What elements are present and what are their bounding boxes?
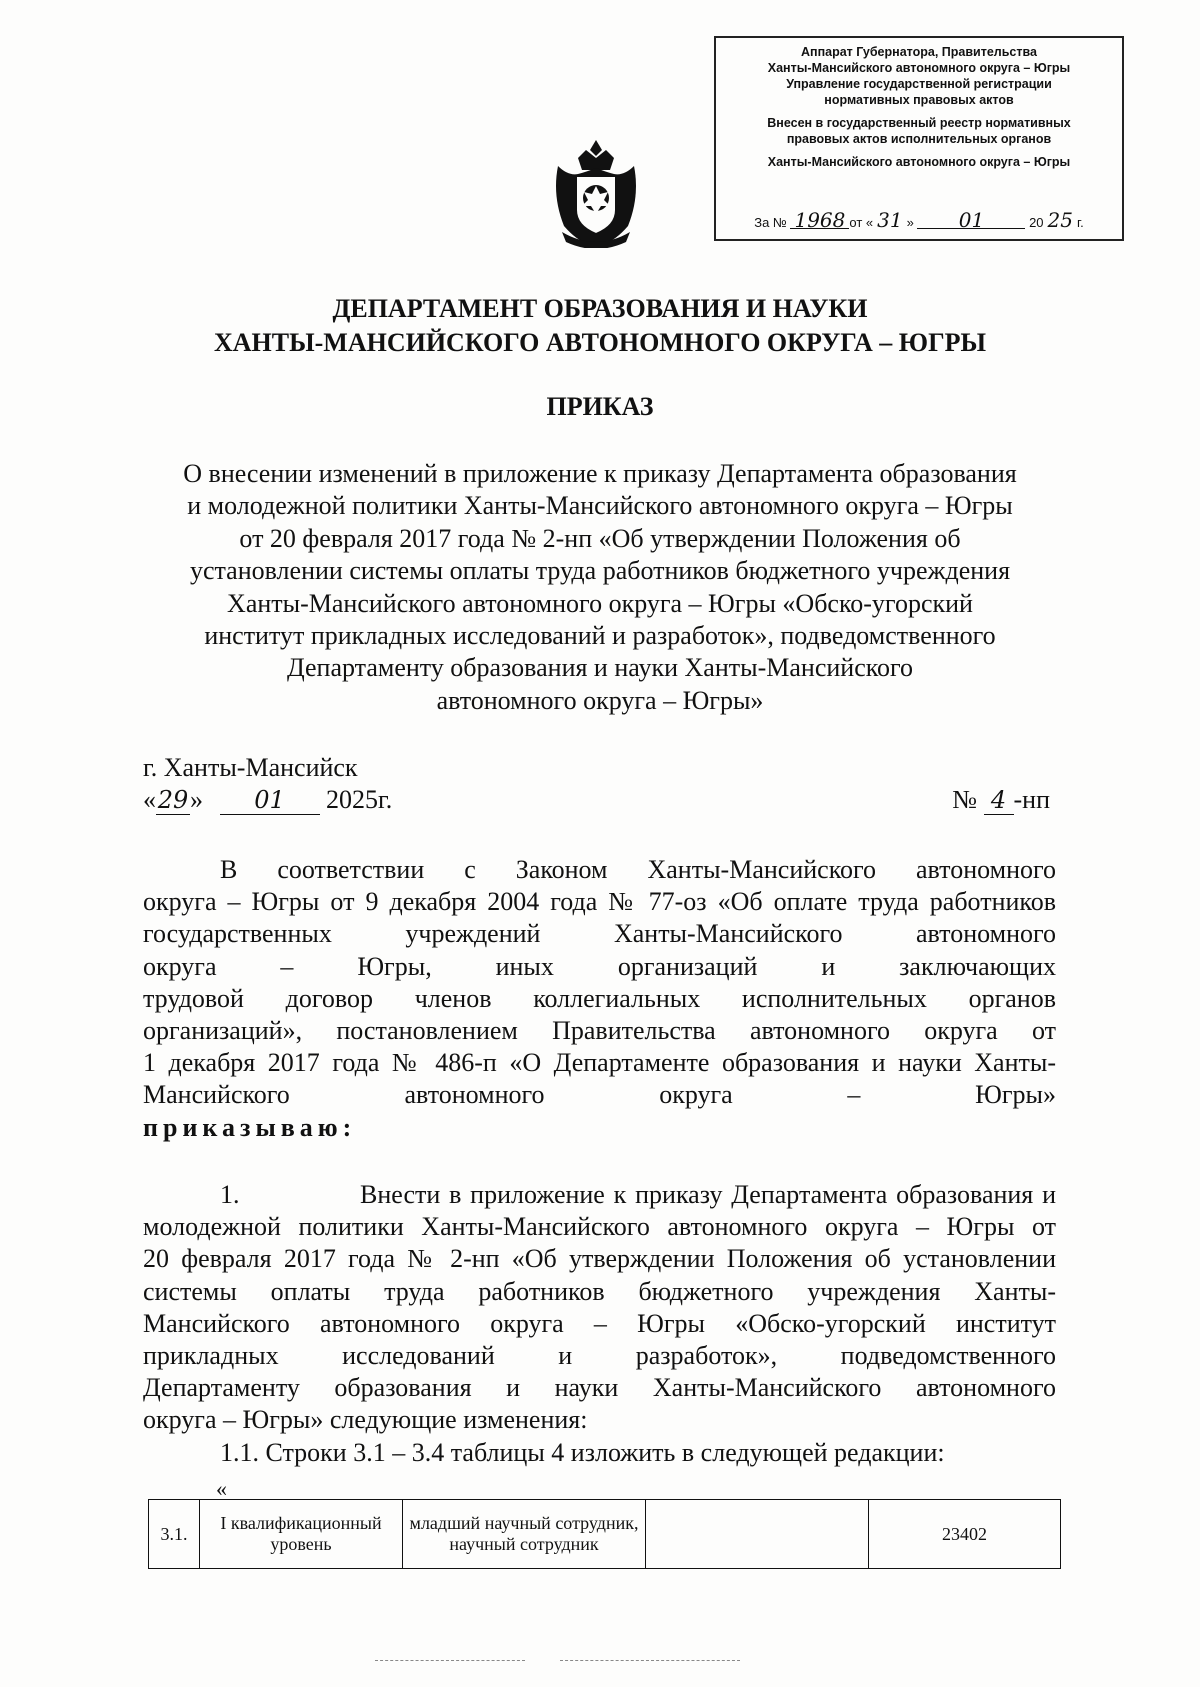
stamp-reg-end: г. [1077,215,1084,230]
place: г. Ханты-Мансийск [143,753,358,782]
scan-artifact [560,1660,740,1662]
document-number [952,785,1050,815]
stamp-reg-from: от « [849,215,874,230]
stamp-reg-year-suffix: 25 [1047,208,1073,232]
item-line: молодежной политики Ханты-Мансийского автономного округа – Югры от [143,1212,1056,1242]
preamble-line: 1 декабря 2017 года № 486-п «О Департаменте образования и науки Ханты- [143,1048,1056,1078]
date-month: 01 [220,786,320,815]
table-cell-level: I квалификационный уровень [200,1500,403,1569]
stamp-reg-mid: » [906,215,914,230]
order-word: приказываю: [143,1112,357,1142]
subject-line: от 20 февраля 2017 года № 2-нп «Об утверждении Положения об [239,523,961,553]
preamble-line: округа – Югры, иных организаций и заключающих [143,951,1056,981]
subject-line: автономного округа – Югры» [436,685,764,715]
preamble-line: В соответствии с Законом Ханты-Мансийского автономного [220,855,1056,884]
item-line: Департаменту образования и науки Ханты-Мансийского автономного [143,1373,1056,1403]
item-line: Внести в приложение к приказу Департамента образования и [360,1180,1056,1209]
date-day: 29 [157,786,189,814]
item-1-number: 1. [220,1180,240,1209]
stamp-reg-year-prefix: 20 [1029,215,1044,230]
stamp-line: Ханты-Мансийского автономного округа – Югры [767,155,1071,169]
date-year: 2025г. [326,785,393,814]
document-type: ПРИКАЗ [546,392,654,421]
number-suffix: -нп [1013,785,1050,814]
subitem-1-1: 1.1. Строки 3.1 – 3.4 таблицы 4 изложить в следующей редакции: [220,1438,945,1467]
table-cell-positions: младший научный сотрудник, научный сотрудник [403,1500,646,1569]
item-line: системы оплаты труда работников бюджетного учреждения Ханты- [143,1276,1056,1306]
stamp-line: Внесен в государственный реестр нормативных [767,116,1071,130]
stamp-line: Аппарат Губернатора, Правительства [801,45,1037,59]
subject-line: и молодежной политики Ханты-Мансийского автономного округа – Югры [187,491,1013,521]
table-row [149,1500,1061,1569]
stamp-line: Ханты-Мансийского автономного округа – Югры [767,61,1071,75]
number-prefix: № [952,785,977,814]
subject-line: О внесении изменений в приложение к приказу Департамента образования [183,459,1017,488]
stamp-line: Управление государственной регистрации [786,77,1052,91]
quote-mark: « [216,1476,227,1501]
stamp-reg-prefix: За № [754,215,787,230]
department-line-1: ДЕПАРТАМЕНТ ОБРАЗОВАНИЯ И НАУКИ [332,294,868,323]
stamp-line: нормативных правовых актов [824,93,1014,107]
coat-of-arms-icon [548,136,644,248]
subject-line: установлении системы оплаты труда работников бюджетного учреждения [189,556,1011,586]
item-line: Мансийского автономного округа – Югры «Обско-угорский институт [143,1308,1056,1338]
item-1-first-line [143,1179,1056,1211]
stamp-reg-number: 1968 [790,212,849,229]
number-value: 4 [984,786,1014,815]
date-open: « [143,785,156,814]
item-line: 20 февраля 2017 года № 2-нп «Об утверждении Положения об установлении [143,1244,1056,1274]
salary-table [148,1499,1061,1569]
preamble-line: округа – Югры от 9 декабря 2004 года № 77-оз «Об оплате труда работников [143,887,1056,917]
subject-line: Ханты-Мансийского автономного округа – Югры «Обско-угорский [227,588,973,618]
table-cell-number: 3.1. [149,1500,200,1569]
stamp-line: правовых актов исполнительных органов [786,132,1052,146]
preamble-line: Мансийского автономного округа – Югры» [143,1080,1056,1110]
preamble-line: государственных учреждений Ханты-Мансийского автономного [143,919,1056,949]
item-line: округа – Югры» следующие изменения: [143,1405,588,1435]
stamp-reg-day: 31 [877,208,903,232]
stamp-reg-month: 01 [917,212,1025,229]
document-subject [130,458,1070,717]
stamp-registration-line [716,208,1122,232]
preamble [143,854,1056,1144]
scan-artifact [375,1660,525,1662]
preamble-line: организаций», постановлением Правительства автономного округа от [143,1015,1056,1045]
item-line: прикладных исследований и разработок», подведомственного [143,1340,1056,1370]
date-close: » [190,785,203,814]
department-line-2: ХАНТЫ-МАНСИЙСКОГО АВТОНОМНОГО ОКРУГА – ЮГРЫ [213,328,987,357]
department-title [0,292,1200,360]
subject-line: Департаменту образования и науки Ханты-Мансийского [286,653,914,683]
document-date [143,785,392,815]
table-cell-salary: 23402 [869,1500,1061,1569]
registration-stamp [714,36,1124,241]
preamble-line: трудовой договор членов коллегиальных исполнительных органов [143,983,1056,1013]
subject-line: институт прикладных исследований и разработок», подведомственного [204,621,996,651]
table-cell-empty [646,1500,869,1569]
item-1 [143,1179,1056,1437]
